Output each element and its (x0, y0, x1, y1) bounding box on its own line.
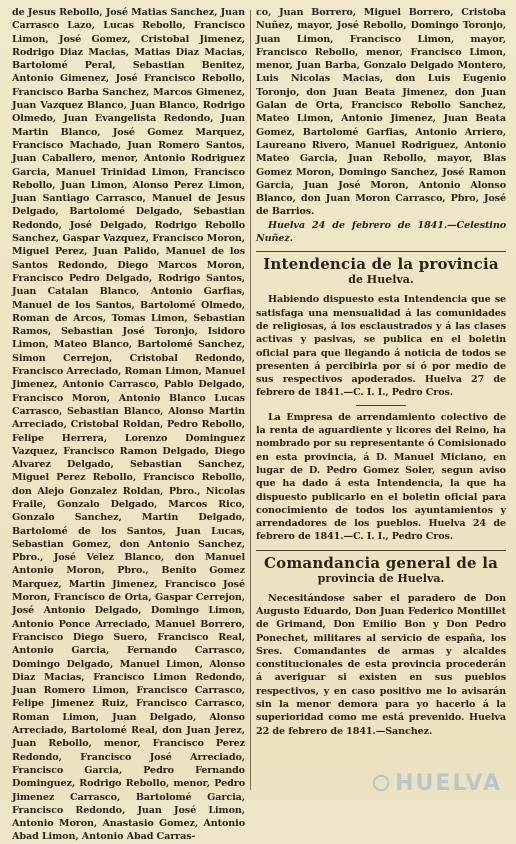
section-comandancia (256, 555, 506, 738)
short-rule (356, 405, 406, 406)
names-list-continuation: co, Juan Borrero, Miguel Borrero, Cristoba Nuñez, mayor, José Rebollo, Domingo Toronjo, Juan Limon, Francisco Limon, mayor, Francisco Rebollo, menor, Francisco Limon, menor, Juan Barba, Gonzalo Delgado Montero, Luis Nicolas Macias, don Luis Eugenio Toronjo, don Juan Beata Jimenez, don Juan Galan de Orta, Francisco Rebollo Sanchez, Mateo Limon, Antonio Jimenez, Juan Beata Gomez, Bartolomé Garfias, Antonio Arriero, Laureano Rivero, Manuel Rodriguez, Antonio Mateo Garcia, Juan Rebollo, mayor, Blas Gomez Moron, Domingo Sanchez, José Ramon Garcia, Juan José Moron, Antonio Alonso Blanco, don Juan Moron Carrasco, Pbro, José de Barrios. (256, 7, 506, 218)
section-subtitle: provincia de Huelva. (317, 571, 445, 585)
right-column (256, 6, 506, 800)
notice-paragraph: Habiendo dispuesto esta Intendencia que se satisfaga una mensualidad á las comunidades de religiosas, á los esclaustrados y á las clases activas y pasivas, se publica en el boletin oficial para que llegando á noticia de todos se presenten á percibirla por sí ó por medio de sus respectivos apoderados. Huelva 27 de febrero de 1841.—C. I. I., Pedro Cros. (256, 294, 506, 399)
section-rule (256, 550, 506, 551)
columns (12, 6, 506, 843)
section-title: Intendencia de la provincia (263, 255, 499, 274)
left-column (12, 6, 245, 843)
section-subtitle: de Huelva. (348, 273, 414, 287)
section-intendencia (256, 256, 506, 543)
notice-paragraph: La Empresa de arrendamiento colectivo de la renta de aguardiente y licores del Reino, ha nombrado por su representante ó Comisionado en esta provincia, á D. Manuel Miciano, en lugar de D. Pedro Gomez Soler, segun aviso que ha dado á esta Intendencia, la que ha dispuesto publicarlo en el boletin oficial para conocimiento de todos los ayuntamientos y arrendadores de los pueblos. Huelva 24 de febrero de 1841.—C. I. I., Pedro Cros. (256, 411, 506, 543)
section-rule (256, 251, 506, 252)
names-list-text: de Jesus Rebollo, José Matias Sanchez, Juan Carrasco Lazo, Lucas Rebollo, Francisco Limon, José Gomez, Cristobal Jimenez, Rodrigo Diaz Macias, Matias Diaz Macias, Bartolomé Peral, Sebastian Benitez, Antonio Gimenez, José Francisco Rebollo, Francisco Barba Sanchez, Marcos Gimenez, Juan Vazquez Blanco, Juan Blanco, Rodrigo Olmedo, Juan Evangelista Redondo, Juan Martin Blanco, José Gomez Marquez, Francisco Machado, Juan Romero Santos, Juan Caballero, menor, Antonio Rodriguez Garcia, Manuel Trinidad Limon, Francisco Rebollo, Juan Limon, Alonso Perez Limon, Juan Santiago Carrasco, Manuel de Jesus Delgado, Bartolomé Delgado, Sebastian Redondo, José Delgado, Rodrigo Rebollo Sanchez, Gaspar Vazquez, Francisco Moron, Miguel Perez, Juan Palido, Manuel de los Santos Redondo, Diego Marcos Moron, Francisco Pedro Delgado, Rodrigo Santos, Juan Catalan Blanco, Antonio Garfias, Manuel de los Santos, Bartolomé Olmedo, Roman de Arcos, Tomas Limon, Sebastian Ramos, Sebastian José Toronjo, Isidoro Limon, Mateo Blanco, Bartolomé Sanchez, Simon Cerrejon, Cristobal Redondo, Francisco Arreciado, Roman Limon, Manuel Jimenez, Antonio Carrasco, Pablo Delgado, Francisco Moron, Antonio Blanco Lucas Carrasco, Sebastian Blanco, Alonso Martin Arreciado, Cristobal Roldan, Pedro Rebollo, Felipe Herrera, Lorenzo Dominguez Vazquez, Francisco Ramon Delgado, Diego Alvarez Delgado, Sebastian Sanchez, Miguel Perez Rebollo, Francisco Rebollo, don Alejo Gonzalez Roldan, Pbro., Nicolas Fraile, Gonzalo Delgado, Marcos Rico, Gonzalo Sanchez, Martin Delgado, Bartolomé de los Santos, Juan Lucas, Sebastian Gomez, don Antonio Sanchez, Pbro., José Velez Blanco, don Manuel Antonio Moron, Pbro., Benito Gomez Marquez, Martin Jimenez, Francisco José Moron, Francisco de Orta, Gaspar Cerrejon, José Antonio Delgado, Domingo Limon, Antonio Ponce Arreciado, Manuel Borrero, Francisco Diego Suero, Francisco Real, Antonio Garcia, Fernando Carrasco, Domingo Delgado, Manuel Limon, Alonso Diaz Macias, Francisco Limon Redondo, Juan Romero Limon, Francisco Carrasco, Felipe Jimenez Ruiz, Francisco Carrasco, Roman Limon, Juan Delgado, Alonso Arreciado, Bartolomé Real, don Juan Jerez, Juan Rebollo, menor, Francisco Perez Redondo, Francisco José Arreciado, Francisco Garcia, Pedro Fernando Dominguez, Rodrigo Rebollo, menor, Pedro Jimenez Carrasco, Bartolomé Garcia, Francisco Redondo, Juan José Limon, Antonio Moron, Anastasio Gomez, Antonio Abad Limon, Antonio Abad Carras- (12, 7, 245, 843)
column-divider (250, 10, 251, 790)
watermark: HUELVA (395, 771, 502, 796)
notice-paragraph: Necesitándose saber el paradero de Don Augusto Eduardo, Don Juan Federico Montillet de Grimand, Don Emilio Bon y Don Pedro Ponechet, militares al servicio de españa, los Sres. Comandantes de armas y alcaldes constitucionales de esta provincia procederán á averiguar si existen en sus pueblos respectivos, y en caso positivo me lo avisarán sin la menor demora para yo hacerlo á la superioridad como me está prevenido. Huelva 22 de febrero de 1841.—Sanchez. (256, 592, 506, 737)
watermark-logo-icon (372, 774, 390, 792)
section-title: Comandancia general de la (263, 553, 499, 572)
continuation-signature: Huelva 24 de febrero de 1841.—Celestino Nuñez. (256, 219, 506, 245)
